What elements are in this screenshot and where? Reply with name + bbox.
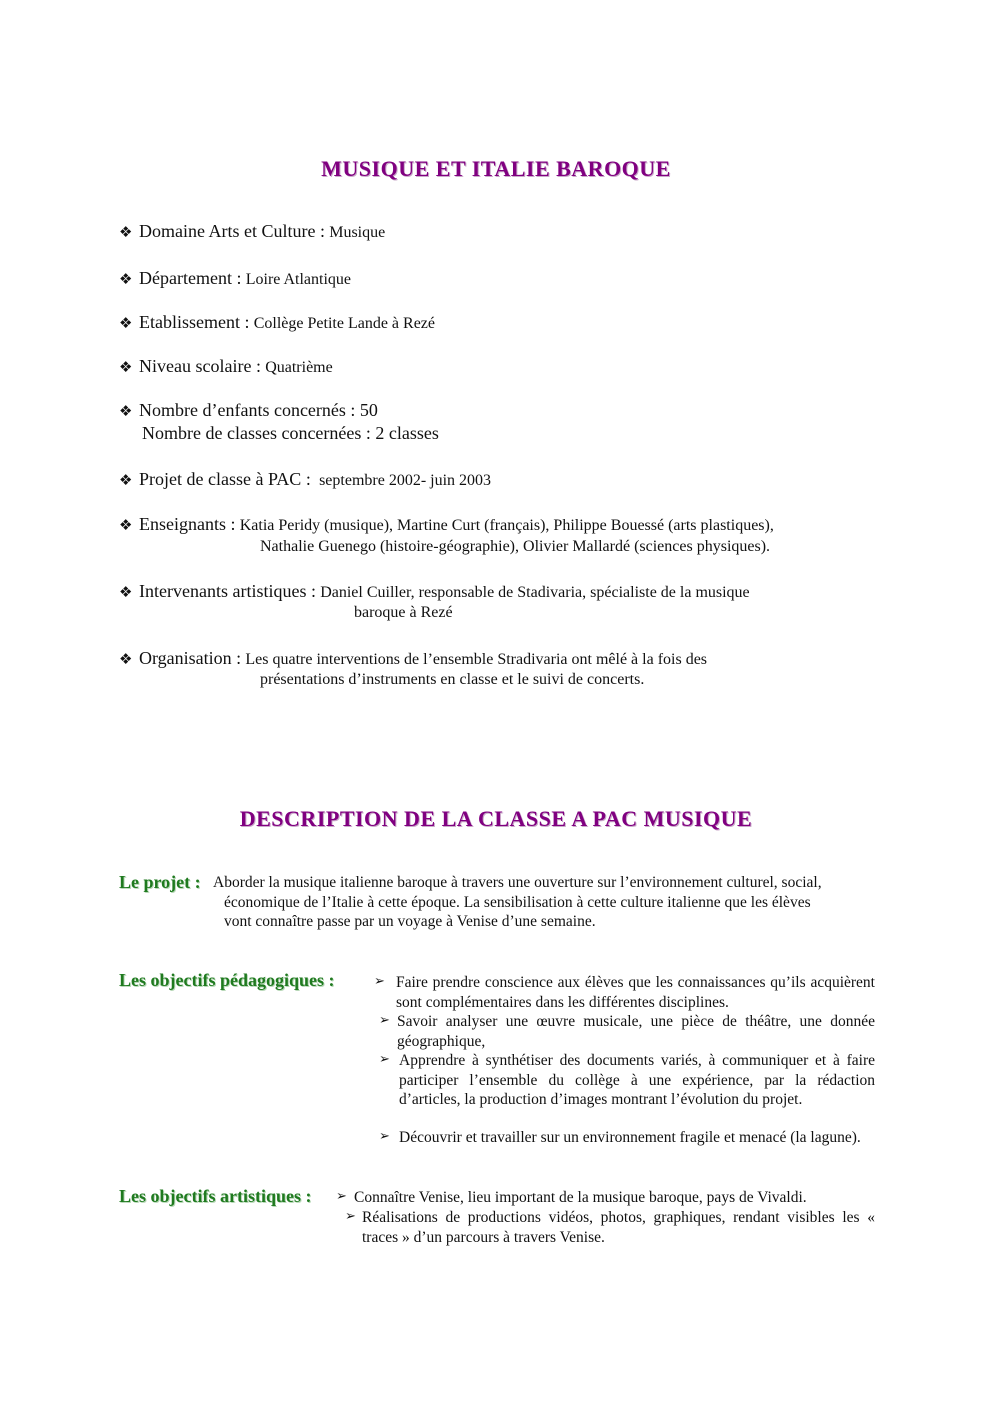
field-value: Daniel Cuiller, responsable de Stadivaria, spécialiste de la musique: [320, 584, 750, 601]
objectifs-artistiques-label: Les objectifs artistiques :: [119, 1186, 312, 1206]
projet-line-3: vont connaître passe par un voyage à Venise d’une semaine.: [224, 913, 596, 930]
diamond-bullet-icon: ❖: [119, 650, 133, 668]
field-niveau: [119, 355, 875, 379]
field-value: Collège Petite Lande à Rezé: [253, 315, 435, 332]
field-label: Nombre d’enfants concernés : 50: [139, 400, 378, 420]
field-label: Niveau scolaire :: [139, 356, 261, 376]
field-value-continuation: baroque à Rezé: [354, 604, 453, 621]
diamond-bullet-icon: ❖: [119, 516, 133, 534]
objectifs-pedagogiques-label: Les objectifs pédagogiques :: [119, 970, 335, 990]
field-label: Etablissement :: [139, 312, 250, 332]
field-label: Intervenants artistiques :: [139, 581, 316, 601]
arrow-bullet-icon: ➢: [379, 1052, 390, 1067]
field-label: Département :: [139, 268, 242, 288]
field-label: Organisation :: [139, 648, 242, 668]
arrow-bullet-icon: ➢: [374, 974, 385, 989]
field-value: Katia Peridy (musique), Martine Curt (français), Philippe Bouessé (arts plastiques),: [239, 517, 774, 534]
diamond-bullet-icon: ❖: [119, 314, 133, 332]
arrow-bullet-icon: ➢: [379, 1013, 390, 1028]
diamond-bullet-icon: ❖: [119, 471, 133, 489]
diamond-bullet-icon: ❖: [119, 270, 133, 288]
field-label: Domaine Arts et Culture :: [139, 221, 325, 241]
page-title: MUSIQUE ET ITALIE BAROQUE: [321, 156, 671, 181]
objectif-pedagogique-item: Découvrir et travailler sur un environnement fragile et menacé (la lagune).: [399, 1129, 861, 1146]
field-label: Enseignants :: [139, 514, 236, 534]
field-enseignants: [119, 513, 875, 537]
diamond-bullet-icon: ❖: [119, 583, 133, 601]
field-intervenants: [119, 580, 875, 604]
field-value-continuation: présentations d’instruments en classe et le suivi de concerts.: [260, 671, 645, 688]
field-domaine: [119, 220, 875, 244]
field-classes: [142, 422, 898, 445]
field-label: Projet de classe à PAC :: [139, 469, 311, 489]
diamond-bullet-icon: ❖: [119, 223, 133, 241]
arrow-bullet-icon: ➢: [336, 1189, 347, 1204]
field-value: Musique: [329, 224, 386, 241]
field-value: septembre 2002- juin 2003: [319, 472, 492, 489]
objectif-artistique-item: Réalisations de productions vidéos, photos, graphiques, rendant visibles les « traces » d’un parcours à travers Venise.: [362, 1209, 875, 1246]
field-organisation: [119, 647, 875, 671]
field-value: Loire Atlantique: [245, 271, 352, 288]
diamond-bullet-icon: ❖: [119, 402, 133, 420]
field-value-continuation: Nathalie Guenego (histoire-géographie), Olivier Mallardé (sciences physiques).: [260, 538, 771, 555]
objectif-pedagogique-item: Apprendre à synthétiser des documents variés, à communiquer et à faire participer l’ensemble du collège à une expérience, par la rédaction d’articles, la production d’images montrant l’évolution du projet.: [399, 1052, 875, 1108]
field-value: Quatrième: [265, 359, 333, 376]
projet-line-1: Aborder la musique italienne baroque à travers une ouverture sur l’environnement culturel, social,: [213, 874, 822, 891]
field-enfants: [119, 399, 875, 423]
objectif-pedagogique-item: Savoir analyser une œuvre musicale, une pièce de théâtre, une donnée géographique,: [397, 1013, 875, 1050]
section-title: DESCRIPTION DE LA CLASSE A PAC MUSIQUE: [239, 806, 753, 831]
diamond-bullet-icon: ❖: [119, 358, 133, 376]
arrow-bullet-icon: ➢: [379, 1129, 390, 1144]
projet-label: Le projet :: [119, 872, 201, 892]
arrow-bullet-icon: ➢: [345, 1209, 356, 1224]
objectif-pedagogique-item: Faire prendre conscience aux élèves que les connaissances qu’ils acquièrent sont complémentaires dans les différentes disciplines.: [396, 974, 875, 1011]
projet-line-2: économique de l’Italie à cette époque. La sensibilisation à cette culture italienne que les élèves: [224, 894, 811, 911]
field-departement: [119, 267, 875, 291]
field-value: Les quatre interventions de l’ensemble Stradivaria ont mêlé à la fois des: [245, 651, 708, 668]
field-label: Nombre de classes concernées : 2 classes: [142, 423, 439, 443]
field-projet-pac: [119, 468, 875, 492]
field-etablissement: [119, 311, 875, 335]
objectif-artistique-item: Connaître Venise, lieu important de la musique baroque, pays de Vivaldi.: [354, 1189, 807, 1206]
